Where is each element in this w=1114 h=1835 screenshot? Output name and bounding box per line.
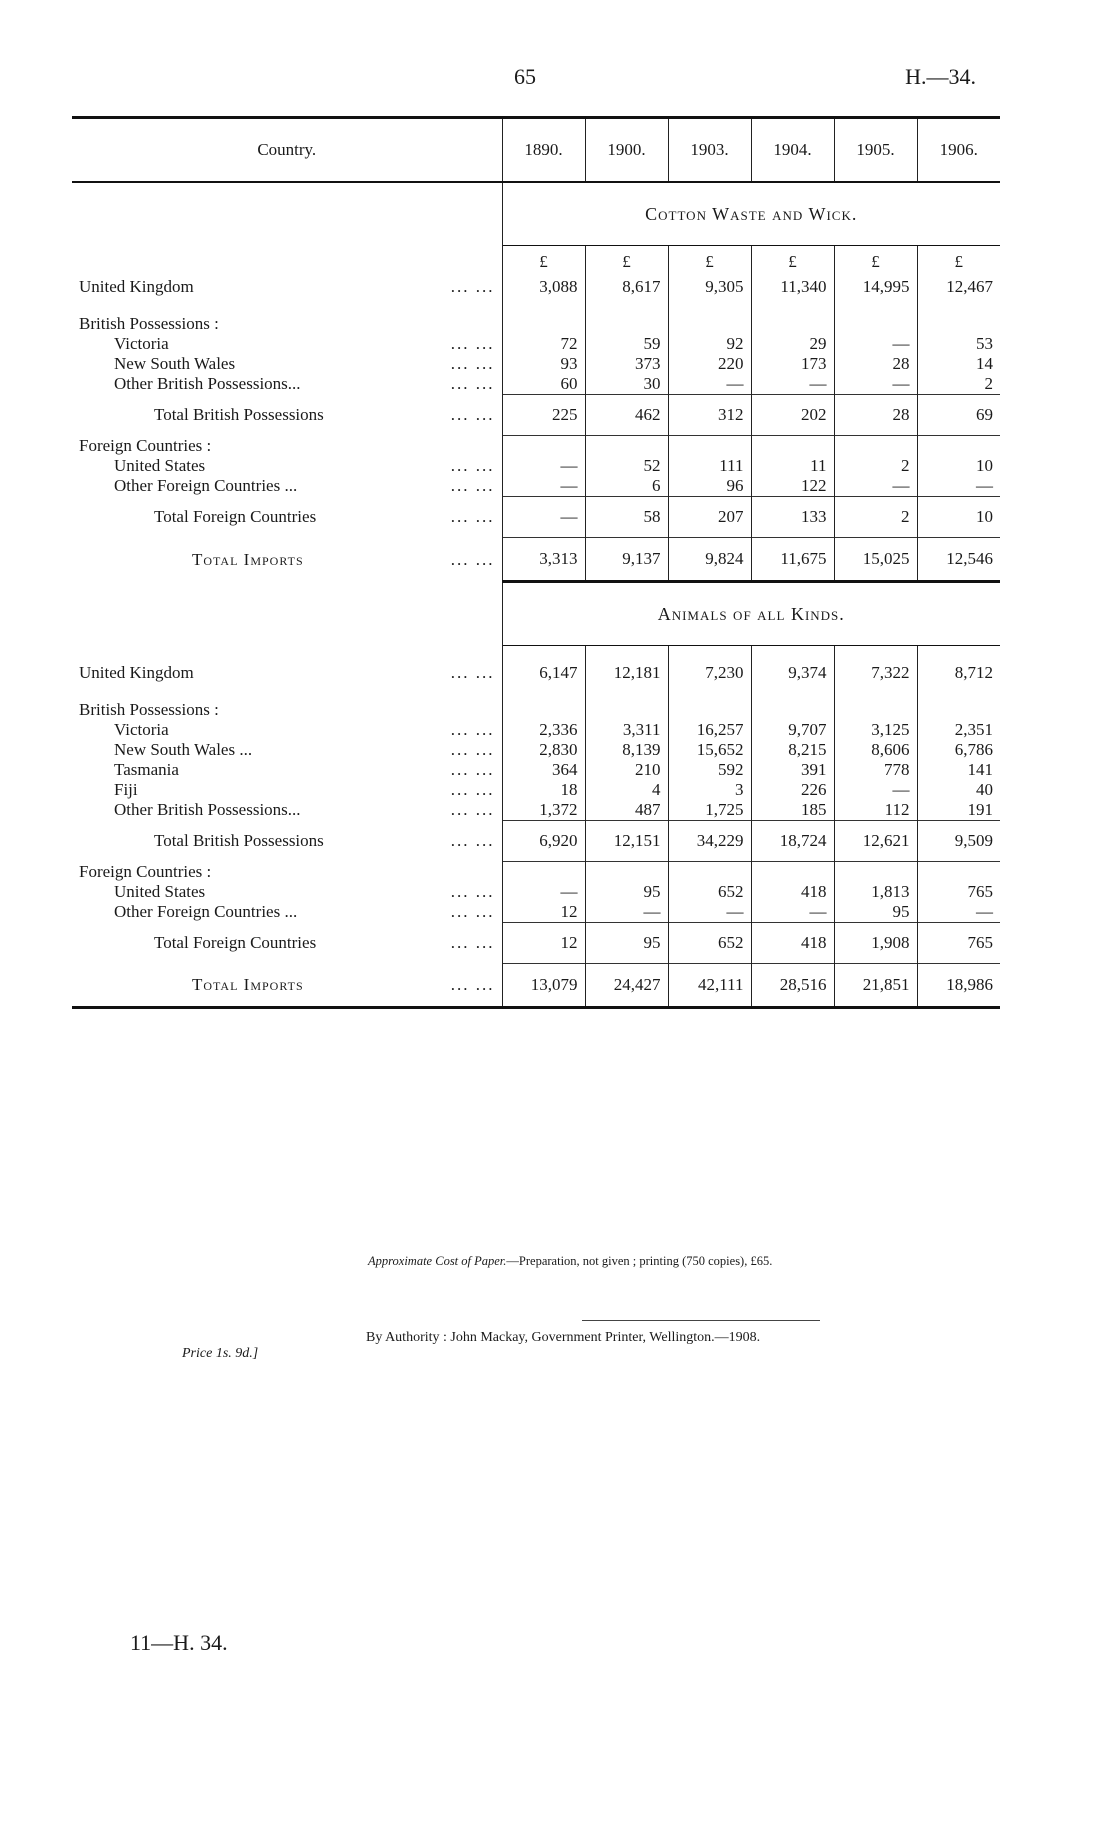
- value-cell: 4: [585, 780, 668, 800]
- imports-table: [72, 116, 1000, 1009]
- row-label: [72, 882, 502, 902]
- value-cell: 60: [502, 374, 585, 395]
- total-row: [72, 821, 1000, 862]
- value-cell: 12,467: [917, 272, 1000, 302]
- row-label: [72, 395, 502, 436]
- value-cell: 30: [585, 374, 668, 395]
- empty-cell: [668, 436, 751, 457]
- value-cell: 7,230: [668, 658, 751, 688]
- currency-row: [72, 246, 1000, 273]
- currency-cell: £: [585, 246, 668, 273]
- row-label: [72, 456, 502, 476]
- table-row: [72, 476, 1000, 497]
- row-label: [72, 314, 502, 334]
- leader-dots: ... ...: [450, 831, 495, 850]
- total-row: [72, 497, 1000, 538]
- value-cell: 3,313: [502, 538, 585, 582]
- value-cell: 652: [668, 882, 751, 902]
- row-label: [72, 374, 502, 395]
- row-label-text: Other Foreign Countries ...: [114, 476, 298, 496]
- empty-cell: [585, 688, 668, 700]
- value-cell: 2: [917, 374, 1000, 395]
- value-cell: 185: [751, 800, 834, 821]
- empty-cell: [668, 302, 751, 314]
- value-cell: 141: [917, 760, 1000, 780]
- empty-cell: [917, 314, 1000, 334]
- value-cell: 52: [585, 456, 668, 476]
- section-title: Cotton Waste and Wick.: [502, 182, 1000, 246]
- value-cell: 202: [751, 395, 834, 436]
- table-row: [72, 800, 1000, 821]
- empty-cell: [72, 688, 502, 700]
- empty-cell: [585, 646, 668, 659]
- table-row: [72, 760, 1000, 780]
- value-cell: 12,546: [917, 538, 1000, 582]
- price-note: Price 1s. 9d.]: [182, 1346, 259, 1361]
- value-cell: 765: [917, 882, 1000, 902]
- empty-cell: [502, 436, 585, 457]
- empty-cell: [668, 314, 751, 334]
- value-cell: 12,621: [834, 821, 917, 862]
- row-label: [72, 862, 502, 883]
- row-label-text: New South Wales: [114, 354, 236, 373]
- section-title-row: [72, 582, 1000, 646]
- value-cell: 18: [502, 780, 585, 800]
- value-cell: 21,851: [834, 964, 917, 1008]
- value-cell: 592: [668, 760, 751, 780]
- value-cell: 11,675: [751, 538, 834, 582]
- row-label-text: Total Foreign Countries: [154, 507, 317, 526]
- row-label: [72, 923, 502, 964]
- value-cell: 1,372: [502, 800, 585, 821]
- value-cell: 6,920: [502, 821, 585, 862]
- value-cell: —: [502, 456, 585, 476]
- value-cell: 9,305: [668, 272, 751, 302]
- value-cell: 373: [585, 354, 668, 374]
- row-label-text: Foreign Countries :: [79, 435, 212, 455]
- value-cell: 391: [751, 760, 834, 780]
- value-cell: 29: [751, 334, 834, 354]
- row-label: [72, 720, 502, 740]
- value-cell: 2,351: [917, 720, 1000, 740]
- value-cell: 10: [917, 497, 1000, 538]
- leader-dots: ... ...: [450, 476, 495, 496]
- value-cell: 364: [502, 760, 585, 780]
- empty-cell: [751, 302, 834, 314]
- value-cell: 133: [751, 497, 834, 538]
- value-cell: 9,824: [668, 538, 751, 582]
- value-cell: 112: [834, 800, 917, 821]
- empty-cell: [834, 302, 917, 314]
- year-header: 1900.: [585, 118, 668, 183]
- total-row: [72, 395, 1000, 436]
- row-label: [72, 354, 502, 374]
- value-cell: 1,725: [668, 800, 751, 821]
- value-cell: 42,111: [668, 964, 751, 1008]
- leader-dots: ... ...: [450, 374, 495, 394]
- value-cell: 2,830: [502, 740, 585, 760]
- row-label-text: Total British Possessions: [154, 405, 324, 424]
- value-cell: —: [751, 374, 834, 395]
- empty-cell: [502, 862, 585, 883]
- empty-cell: [834, 700, 917, 720]
- total-imports-row: [72, 538, 1000, 582]
- value-cell: 207: [668, 497, 751, 538]
- row-label-text: United Kingdom: [79, 277, 194, 296]
- country-column-header: Country.: [72, 118, 502, 183]
- value-cell: 778: [834, 760, 917, 780]
- currency-cell: £: [834, 246, 917, 273]
- empty-cell: [72, 582, 502, 646]
- row-label-text: United States: [114, 882, 206, 901]
- empty-cell: [751, 688, 834, 700]
- empty-cell: [834, 314, 917, 334]
- group-heading-row: [72, 436, 1000, 457]
- empty-cell: [585, 314, 668, 334]
- value-cell: 487: [585, 800, 668, 821]
- value-cell: 2,336: [502, 720, 585, 740]
- value-cell: 111: [668, 456, 751, 476]
- value-cell: 220: [668, 354, 751, 374]
- row-label-text: Total Foreign Countries: [154, 933, 317, 952]
- spacer-row: [72, 688, 1000, 700]
- value-cell: —: [834, 334, 917, 354]
- total-row: [72, 923, 1000, 964]
- value-cell: 226: [751, 780, 834, 800]
- leader-dots: ... ...: [450, 405, 495, 424]
- row-label-text: British Possessions :: [79, 700, 219, 719]
- row-label: [72, 902, 502, 923]
- total-imports-row: [72, 964, 1000, 1008]
- leader-dots: ... ...: [450, 354, 495, 373]
- value-cell: 93: [502, 354, 585, 374]
- value-cell: 13,079: [502, 964, 585, 1008]
- value-cell: 652: [668, 923, 751, 964]
- value-cell: 53: [917, 334, 1000, 354]
- row-label: [72, 760, 502, 780]
- row-label-text: Fiji: [114, 780, 138, 799]
- value-cell: 3: [668, 780, 751, 800]
- leader-dots: ... ...: [450, 760, 495, 779]
- leader-dots: ... ...: [450, 882, 495, 901]
- value-cell: 72: [502, 334, 585, 354]
- empty-cell: [751, 436, 834, 457]
- row-label: [72, 538, 502, 582]
- value-cell: —: [751, 902, 834, 923]
- currency-cell: £: [502, 246, 585, 273]
- value-cell: 15,025: [834, 538, 917, 582]
- value-cell: —: [502, 882, 585, 902]
- value-cell: —: [668, 374, 751, 395]
- empty-cell: [585, 700, 668, 720]
- empty-cell: [917, 862, 1000, 883]
- value-cell: 122: [751, 476, 834, 497]
- value-cell: 14,995: [834, 272, 917, 302]
- table-row: [72, 720, 1000, 740]
- value-cell: 9,137: [585, 538, 668, 582]
- leader-dots: ... ...: [450, 456, 495, 475]
- empty-cell: [917, 700, 1000, 720]
- year-header: 1904.: [751, 118, 834, 183]
- value-cell: 18,986: [917, 964, 1000, 1008]
- document-reference: H.—34.: [905, 64, 976, 89]
- leader-dots: ... ...: [450, 740, 495, 759]
- value-cell: —: [834, 374, 917, 395]
- value-cell: 6: [585, 476, 668, 497]
- value-cell: 8,215: [751, 740, 834, 760]
- value-cell: 11: [751, 456, 834, 476]
- row-label-text: New South Wales ...: [114, 740, 253, 759]
- row-label-text: Other British Possessions...: [114, 374, 301, 394]
- table-row: [72, 374, 1000, 395]
- leader-dots: ... ...: [450, 663, 495, 682]
- row-label-text: Total British Possessions: [154, 831, 324, 850]
- row-label: [72, 700, 502, 720]
- empty-cell: [751, 646, 834, 659]
- row-label-text: Total Imports: [192, 549, 304, 569]
- spacer-row: [72, 646, 1000, 659]
- section-title-row: [72, 182, 1000, 246]
- table-row: [72, 354, 1000, 374]
- value-cell: 312: [668, 395, 751, 436]
- value-cell: 462: [585, 395, 668, 436]
- row-label-text: Foreign Countries :: [79, 861, 212, 881]
- table-row: [72, 658, 1000, 688]
- leader-dots: ... ...: [450, 780, 495, 799]
- currency-cell: £: [751, 246, 834, 273]
- row-label-text: Total Imports: [192, 974, 304, 994]
- row-label: [72, 334, 502, 354]
- empty-cell: [72, 246, 502, 273]
- group-heading-row: [72, 700, 1000, 720]
- empty-cell: [668, 700, 751, 720]
- empty-cell: [834, 436, 917, 457]
- value-cell: 96: [668, 476, 751, 497]
- currency-cell: £: [917, 246, 1000, 273]
- row-label: [72, 800, 502, 821]
- table-row: [72, 740, 1000, 760]
- empty-cell: [72, 646, 502, 659]
- table-row: [72, 882, 1000, 902]
- empty-cell: [668, 688, 751, 700]
- year-header: 1890.: [502, 118, 585, 183]
- row-label: [72, 821, 502, 862]
- empty-cell: [917, 436, 1000, 457]
- value-cell: 210: [585, 760, 668, 780]
- value-cell: —: [917, 902, 1000, 923]
- empty-cell: [917, 646, 1000, 659]
- empty-cell: [917, 688, 1000, 700]
- value-cell: 2: [834, 497, 917, 538]
- group-heading-row: [72, 862, 1000, 883]
- value-cell: 18,724: [751, 821, 834, 862]
- leader-dots: ... ...: [450, 933, 495, 952]
- spacer-row: [72, 302, 1000, 314]
- value-cell: —: [668, 902, 751, 923]
- cost-note-text: —Preparation, not given ; printing (750 copies), £65.: [506, 1254, 773, 1268]
- leader-dots: ... ...: [450, 549, 495, 569]
- value-cell: 9,707: [751, 720, 834, 740]
- value-cell: 24,427: [585, 964, 668, 1008]
- value-cell: 6,786: [917, 740, 1000, 760]
- value-cell: 765: [917, 923, 1000, 964]
- row-label-text: Tasmania: [114, 760, 179, 779]
- empty-cell: [585, 862, 668, 883]
- value-cell: 28: [834, 354, 917, 374]
- group-heading-row: [72, 314, 1000, 334]
- table-row: [72, 456, 1000, 476]
- empty-cell: [502, 688, 585, 700]
- value-cell: 95: [585, 882, 668, 902]
- empty-cell: [751, 862, 834, 883]
- cost-note: [368, 1254, 772, 1269]
- leader-dots: ... ...: [450, 720, 495, 739]
- value-cell: 3,311: [585, 720, 668, 740]
- row-label: [72, 272, 502, 302]
- row-label-text: British Possessions :: [79, 314, 219, 333]
- value-cell: 34,229: [668, 821, 751, 862]
- value-cell: —: [834, 476, 917, 497]
- value-cell: 1,813: [834, 882, 917, 902]
- table-row: [72, 334, 1000, 354]
- currency-cell: £: [668, 246, 751, 273]
- value-cell: 1,908: [834, 923, 917, 964]
- value-cell: 8,712: [917, 658, 1000, 688]
- authority-line: By Authority : John Mackay, Government Printer, Wellington.—1908.: [366, 1330, 761, 1345]
- value-cell: 95: [585, 923, 668, 964]
- row-label: [72, 740, 502, 760]
- value-cell: 12,151: [585, 821, 668, 862]
- value-cell: —: [502, 476, 585, 497]
- value-cell: 14: [917, 354, 1000, 374]
- value-cell: 58: [585, 497, 668, 538]
- table-header-row: [72, 118, 1000, 183]
- value-cell: 8,606: [834, 740, 917, 760]
- value-cell: 28: [834, 395, 917, 436]
- row-label-text: United Kingdom: [79, 663, 194, 682]
- row-label: [72, 436, 502, 457]
- value-cell: 28,516: [751, 964, 834, 1008]
- empty-cell: [502, 302, 585, 314]
- sheet-mark: 11—H. 34.: [130, 1630, 228, 1655]
- value-cell: 10: [917, 456, 1000, 476]
- empty-cell: [72, 182, 502, 246]
- row-label-text: United States: [114, 456, 206, 475]
- row-label: [72, 964, 502, 1008]
- empty-cell: [668, 646, 751, 659]
- row-label: [72, 476, 502, 497]
- value-cell: 8,617: [585, 272, 668, 302]
- value-cell: 2: [834, 456, 917, 476]
- value-cell: 12: [502, 902, 585, 923]
- empty-cell: [668, 862, 751, 883]
- value-cell: 12,181: [585, 658, 668, 688]
- value-cell: 92: [668, 334, 751, 354]
- leader-dots: ... ...: [450, 334, 495, 353]
- table-row: [72, 780, 1000, 800]
- empty-cell: [585, 302, 668, 314]
- leader-dots: ... ...: [450, 507, 495, 526]
- value-cell: 9,374: [751, 658, 834, 688]
- empty-cell: [585, 436, 668, 457]
- value-cell: 15,652: [668, 740, 751, 760]
- page-number: 65: [514, 64, 536, 89]
- empty-cell: [72, 302, 502, 314]
- empty-cell: [751, 700, 834, 720]
- value-cell: 11,340: [751, 272, 834, 302]
- empty-cell: [502, 700, 585, 720]
- table-row: [72, 272, 1000, 302]
- empty-cell: [834, 688, 917, 700]
- value-cell: 173: [751, 354, 834, 374]
- leader-dots: ... ...: [450, 277, 495, 296]
- footer-divider: [582, 1320, 820, 1321]
- value-cell: —: [834, 780, 917, 800]
- value-cell: 3,088: [502, 272, 585, 302]
- value-cell: 7,322: [834, 658, 917, 688]
- value-cell: 191: [917, 800, 1000, 821]
- year-header: 1903.: [668, 118, 751, 183]
- year-header: 1905.: [834, 118, 917, 183]
- value-cell: —: [585, 902, 668, 923]
- empty-cell: [834, 862, 917, 883]
- value-cell: 418: [751, 923, 834, 964]
- value-cell: 59: [585, 334, 668, 354]
- empty-cell: [502, 314, 585, 334]
- value-cell: 16,257: [668, 720, 751, 740]
- row-label-text: Victoria: [114, 334, 169, 353]
- empty-cell: [834, 646, 917, 659]
- empty-cell: [917, 302, 1000, 314]
- value-cell: 6,147: [502, 658, 585, 688]
- section-title: Animals of all Kinds.: [502, 582, 1000, 646]
- value-cell: 69: [917, 395, 1000, 436]
- value-cell: 3,125: [834, 720, 917, 740]
- year-header: 1906.: [917, 118, 1000, 183]
- value-cell: 40: [917, 780, 1000, 800]
- row-label-text: Other Foreign Countries ...: [114, 902, 298, 922]
- value-cell: 225: [502, 395, 585, 436]
- row-label: [72, 780, 502, 800]
- value-cell: 418: [751, 882, 834, 902]
- row-label: [72, 497, 502, 538]
- row-label-text: Victoria: [114, 720, 169, 739]
- leader-dots: ... ...: [450, 974, 495, 994]
- value-cell: 95: [834, 902, 917, 923]
- leader-dots: ... ...: [450, 800, 495, 820]
- value-cell: 9,509: [917, 821, 1000, 862]
- empty-cell: [502, 646, 585, 659]
- leader-dots: ... ...: [450, 902, 495, 922]
- empty-cell: [751, 314, 834, 334]
- value-cell: 8,139: [585, 740, 668, 760]
- value-cell: —: [502, 497, 585, 538]
- cost-note-label: Approximate Cost of Paper.: [368, 1254, 507, 1268]
- row-label: [72, 658, 502, 688]
- table-row: [72, 902, 1000, 923]
- value-cell: 12: [502, 923, 585, 964]
- row-label-text: Other British Possessions...: [114, 800, 301, 820]
- value-cell: —: [917, 476, 1000, 497]
